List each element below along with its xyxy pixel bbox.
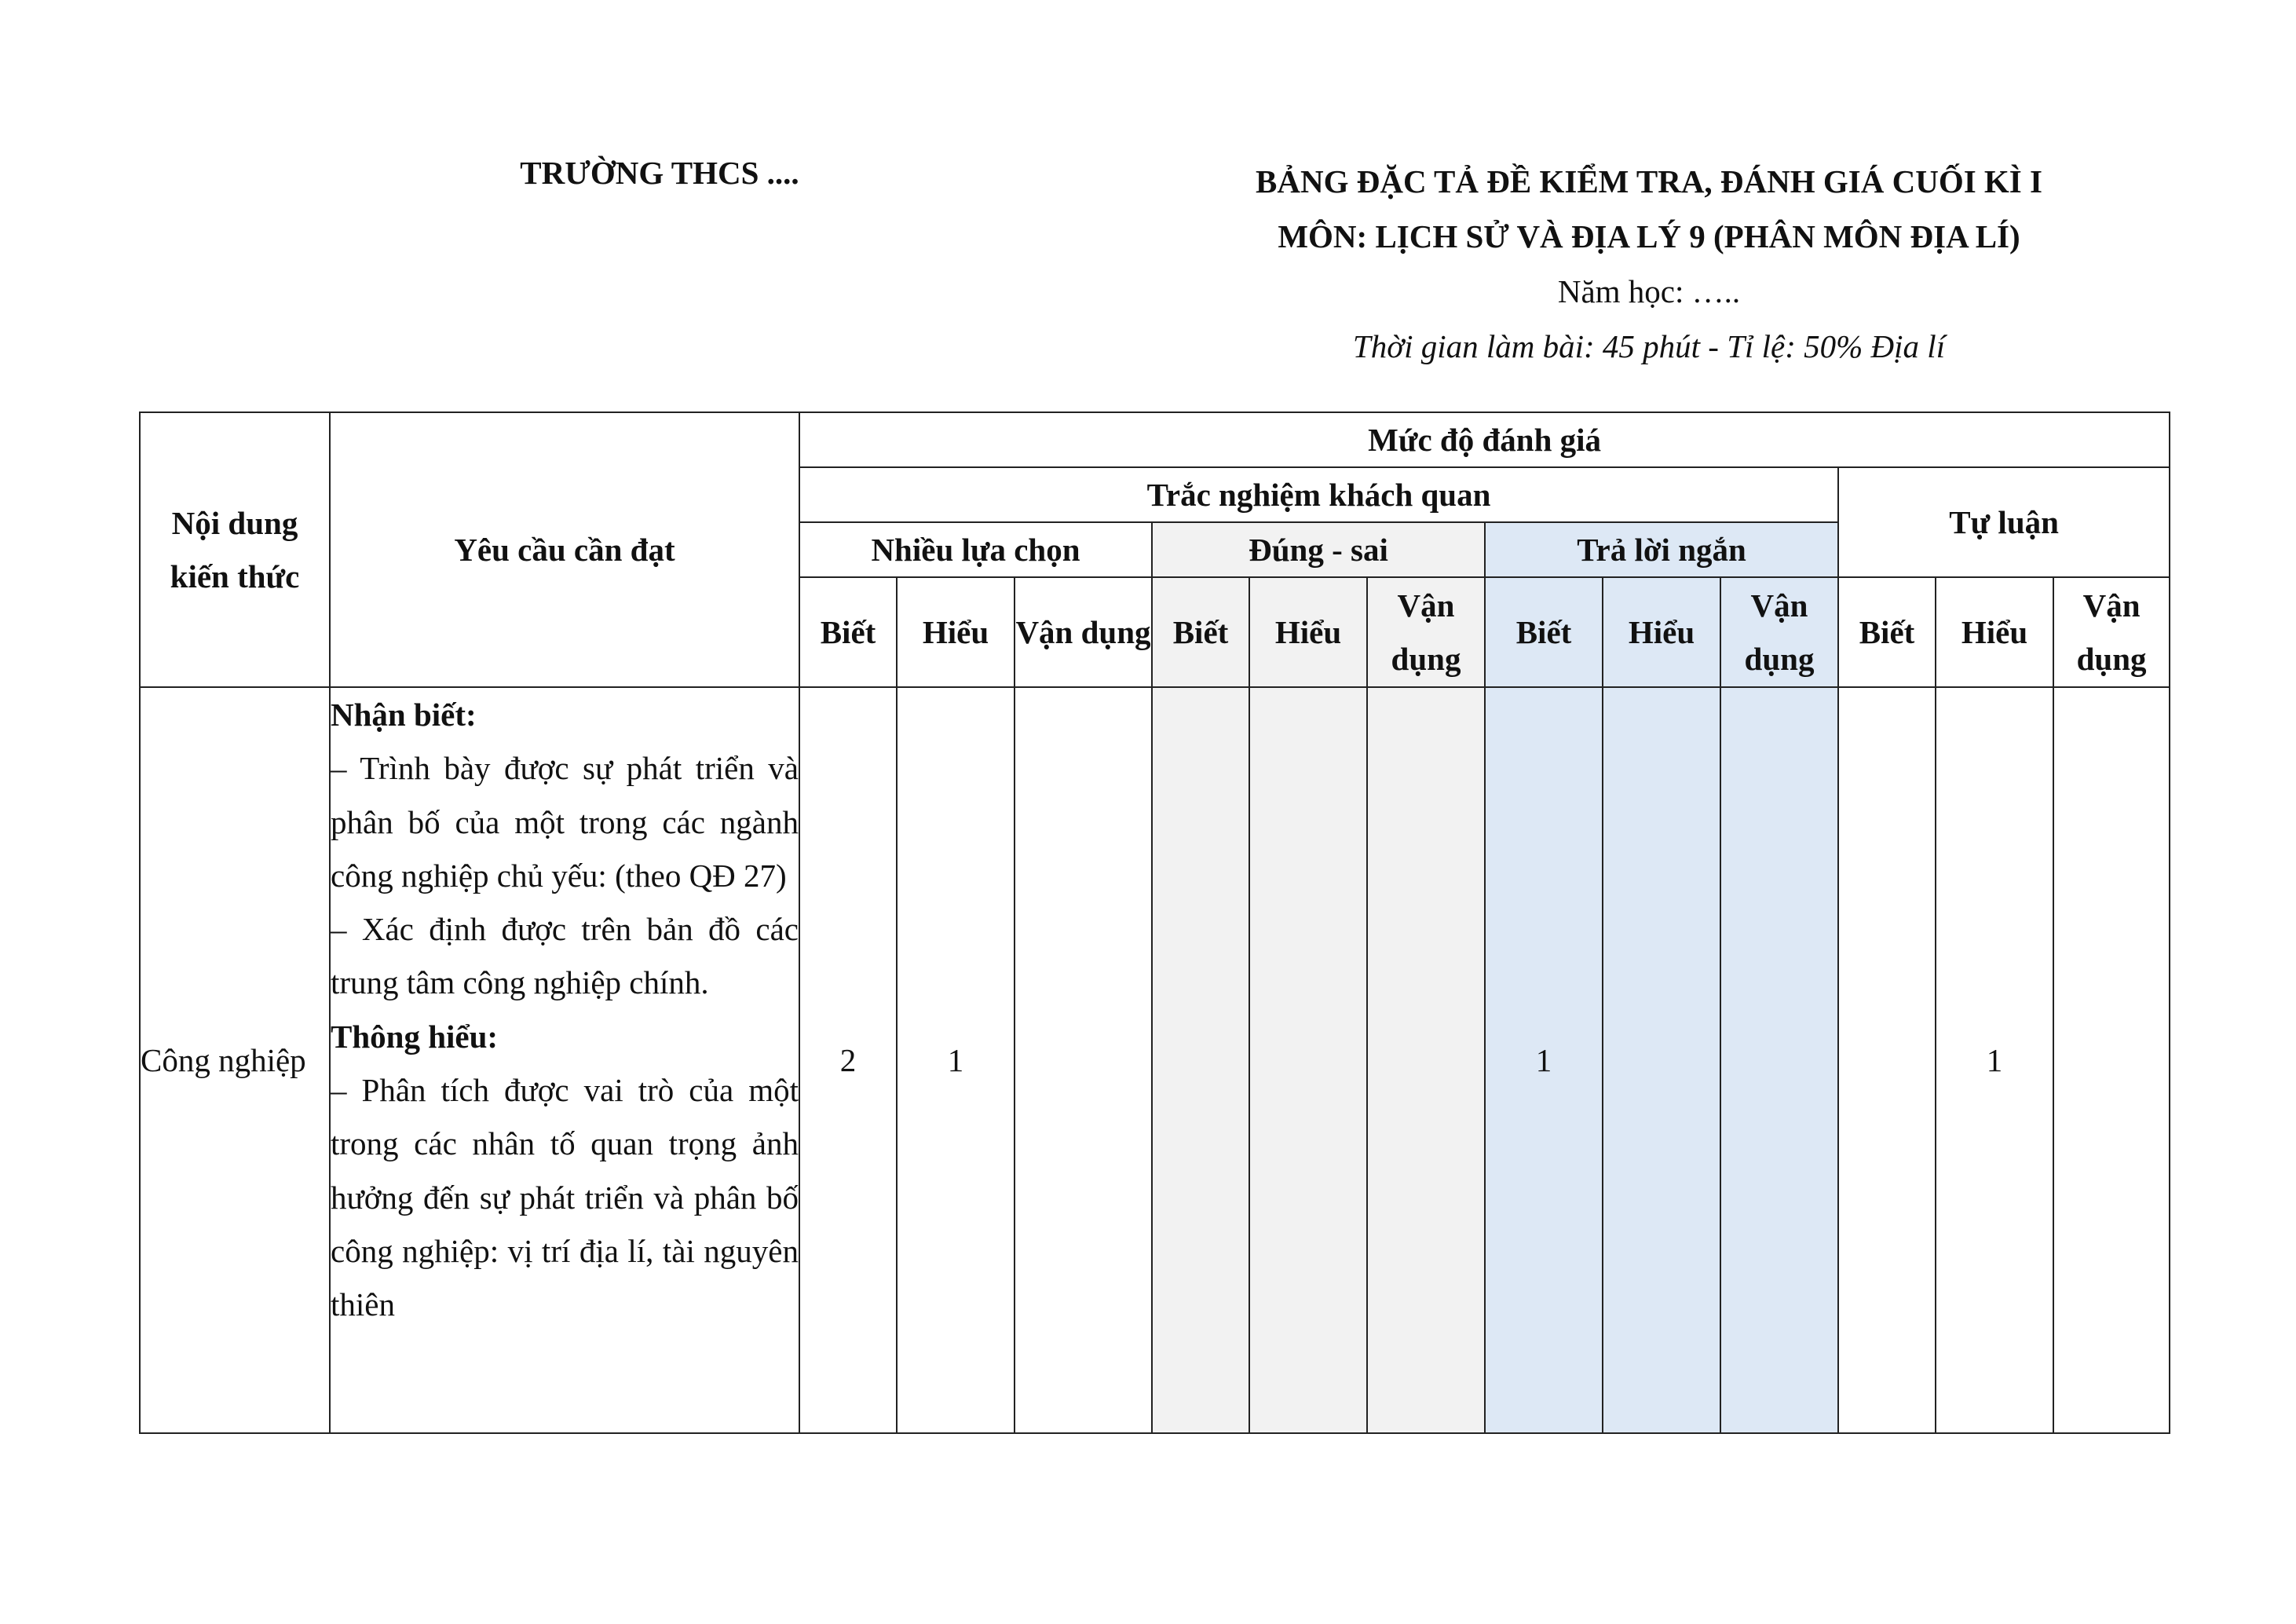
level-header: Vận dụng [2053, 577, 2170, 687]
header-requirements: Yêu cầu cần đạt [330, 412, 799, 687]
count-cell: 2 [799, 687, 897, 1433]
header-assessment-level: Mức độ đánh giá [799, 412, 2170, 467]
count-cell: 1 [1485, 687, 1603, 1433]
level-header: Biết [1838, 577, 1936, 687]
count-cell [1367, 687, 1485, 1433]
level-header: Vận dụng [1015, 577, 1152, 687]
specification-table [139, 411, 2170, 1434]
recognition-heading: Nhận biết: [331, 697, 477, 733]
requirement-item: – Phân tích được vai trò của một trong các nhân tố quan trọng ảnh hưởng đến sự phát triển và phân bố công nghiệp: vị trí địa lí, tài nguyên thiên [331, 1072, 799, 1323]
count-cell [1603, 687, 1720, 1433]
requirements-cell [330, 687, 799, 1433]
count-cell: 1 [897, 687, 1015, 1433]
count-cell [1152, 687, 1249, 1433]
comprehension-heading: Thông hiểu: [331, 1018, 499, 1055]
count-cell [1720, 687, 1838, 1433]
header-essay: Tự luận [1838, 467, 2170, 577]
document-title: BẢNG ĐẶC TẢ ĐỀ KIỂM TRA, ĐÁNH GIÁ CUỐI KÌ I [1256, 163, 2042, 199]
level-header: Vận dụng [1720, 577, 1838, 687]
school-name: TRƯỜNG THCS .... [520, 155, 799, 191]
header-true-false: Đúng - sai [1152, 522, 1485, 577]
count-cell [1015, 687, 1152, 1433]
time-ratio: Thời gian làm bài: 45 phút - Tỉ lệ: 50% Địa lí [1352, 328, 1946, 364]
level-header: Hiểu [1249, 577, 1367, 687]
level-header: Hiểu [1603, 577, 1720, 687]
content-cell: Công nghiệp [140, 687, 330, 1433]
requirement-item: – Xác định được trên bản đồ các trung tâm công nghiệp chính. [331, 911, 799, 1001]
level-header: Hiểu [897, 577, 1015, 687]
table-row [140, 687, 2170, 1433]
level-header: Biết [1152, 577, 1249, 687]
count-cell [1249, 687, 1367, 1433]
subject-line: MÔN: LỊCH SỬ VÀ ĐỊA LÝ 9 (PHÂN MÔN ĐỊA LÍ) [1278, 218, 2020, 254]
school-year: Năm học: ….. [1557, 273, 1741, 309]
header-content: Nội dung kiến thức [140, 412, 330, 687]
level-header: Biết [799, 577, 897, 687]
header-short-answer: Trả lời ngắn [1485, 522, 1838, 577]
requirement-item: – Trình bày được sự phát triển và phân bố của một trong các ngành công nghiệp chủ yếu: (theo QĐ 27) [331, 750, 799, 894]
header-objective-test: Trắc nghiệm khách quan [799, 467, 1838, 522]
count-cell [1838, 687, 1936, 1433]
document-title-block [1162, 154, 2136, 374]
count-cell: 1 [1936, 687, 2053, 1433]
count-cell [2053, 687, 2170, 1433]
level-header: Vận dụng [1367, 577, 1485, 687]
level-header: Biết [1485, 577, 1603, 687]
level-header: Hiểu [1936, 577, 2053, 687]
header-multiple-choice: Nhiều lựa chọn [799, 522, 1152, 577]
